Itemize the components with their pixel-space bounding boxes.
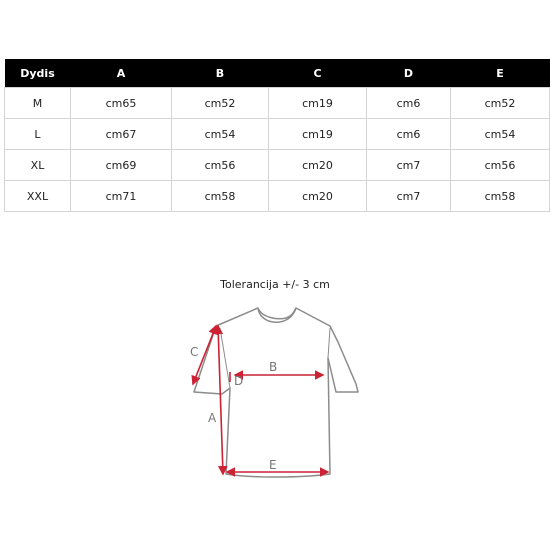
table-row bbox=[5, 119, 550, 150]
table-cell: cm52 bbox=[451, 88, 550, 119]
table-cell: cm54 bbox=[451, 119, 550, 150]
tshirt-measurement-diagram bbox=[180, 298, 370, 483]
label-c: C bbox=[190, 345, 199, 359]
label-d: D bbox=[234, 374, 244, 388]
sleeve-seam-right bbox=[328, 328, 330, 358]
table-cell: cm71 bbox=[71, 181, 172, 212]
header-cell-e: E bbox=[451, 59, 550, 88]
table-cell: cm7 bbox=[367, 181, 451, 212]
table-cell: cm58 bbox=[172, 181, 269, 212]
table-cell: cm7 bbox=[367, 150, 451, 181]
table-cell: cm6 bbox=[367, 119, 451, 150]
header-cell-c: C bbox=[269, 59, 367, 88]
header-cell-d: D bbox=[367, 59, 451, 88]
table-cell: cm52 bbox=[172, 88, 269, 119]
table-header-row bbox=[5, 59, 550, 88]
sleeve-seam-left bbox=[220, 328, 230, 388]
header-cell-size: Dydis bbox=[5, 59, 71, 88]
table-row bbox=[5, 88, 550, 119]
size-table bbox=[4, 59, 550, 212]
table-cell: XL bbox=[5, 150, 71, 181]
table-cell: cm67 bbox=[71, 119, 172, 150]
table-cell: cm20 bbox=[269, 181, 367, 212]
table-cell: cm58 bbox=[451, 181, 550, 212]
header-cell-a: A bbox=[71, 59, 172, 88]
header-cell-b: B bbox=[172, 59, 269, 88]
table-cell: cm56 bbox=[172, 150, 269, 181]
label-a: A bbox=[208, 411, 217, 425]
measure-line-a bbox=[218, 326, 223, 474]
table-cell: cm56 bbox=[451, 150, 550, 181]
table-cell: cm19 bbox=[269, 119, 367, 150]
table-cell: L bbox=[5, 119, 71, 150]
table-cell: cm69 bbox=[71, 150, 172, 181]
table-cell: M bbox=[5, 88, 71, 119]
label-b: B bbox=[269, 360, 278, 374]
table-row bbox=[5, 150, 550, 181]
table-cell: cm19 bbox=[269, 88, 367, 119]
table-cell: cm20 bbox=[269, 150, 367, 181]
table-cell: cm54 bbox=[172, 119, 269, 150]
table-cell: cm65 bbox=[71, 88, 172, 119]
table-cell: cm6 bbox=[367, 88, 451, 119]
tolerance-note: Tolerancija +/- 3 cm bbox=[220, 278, 330, 291]
label-e: E bbox=[269, 458, 277, 472]
table-row bbox=[5, 181, 550, 212]
table-cell: XXL bbox=[5, 181, 71, 212]
